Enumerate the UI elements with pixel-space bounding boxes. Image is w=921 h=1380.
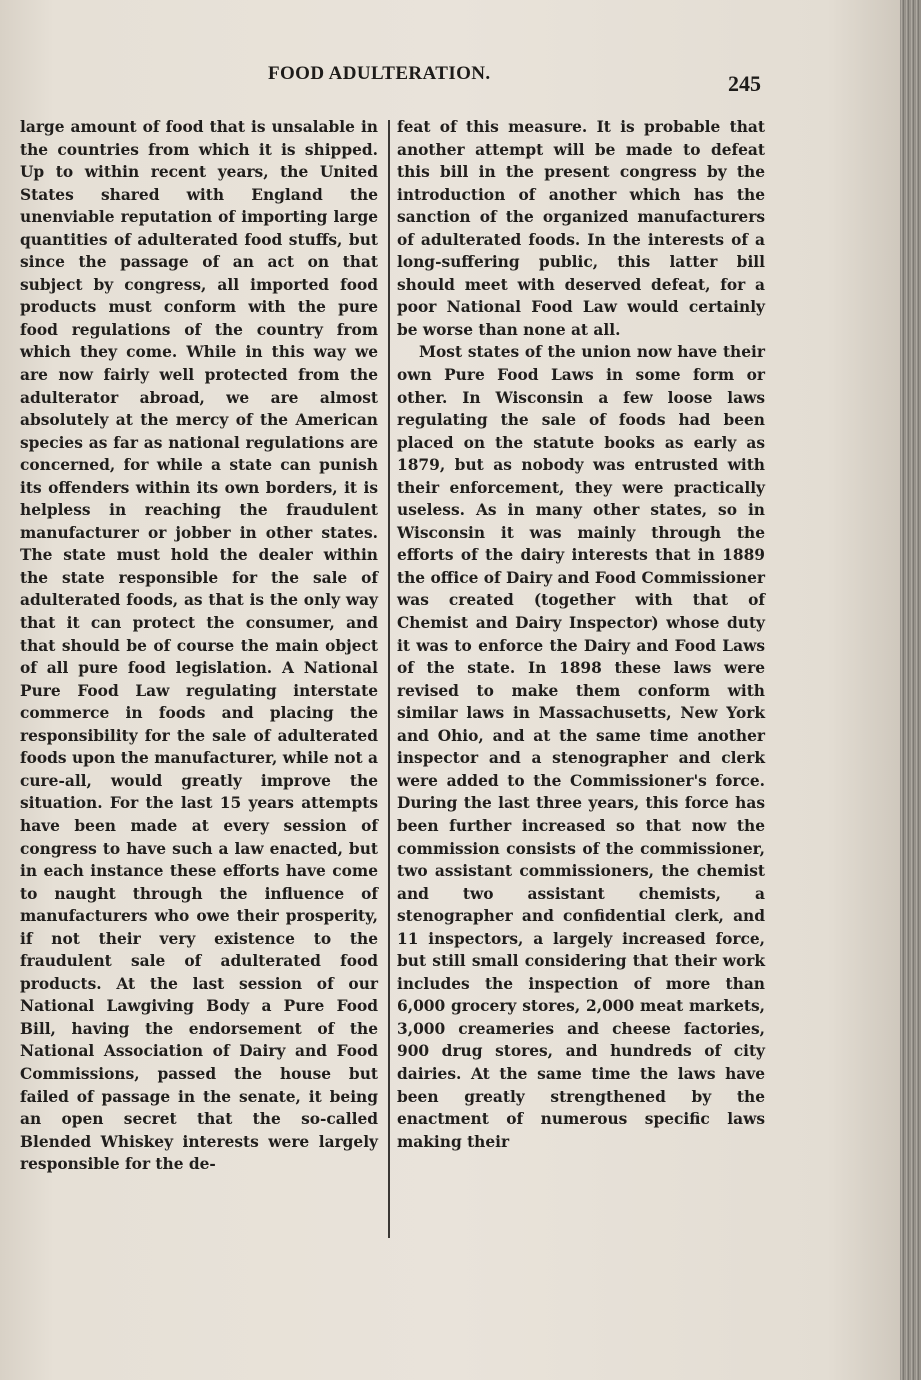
left-column — [20, 116, 378, 1176]
right-column-paragraph-2: Most states of the union now have their own Pure Food Laws in some form or other. In Wisconsin a few loose laws regulating the sale of foods had been placed on the statute books as early as 1879, but as nobody was entrusted with their enforcement, they were practically useless. As in many other states, so in Wisconsin it was mainly through the efforts of the dairy interests that in 1889 the office of Dairy and Food Commissioner was created (together with that of Chemist and Dairy Inspector) whose duty it was to enforce the Dairy and Food Laws of the state. In 1898 these laws were revised to make them conform with similar laws in Massachusetts, New York and Ohio, and at the same time another inspector and a stenographer and clerk were added to the Commissioner's force. During the last three years, this force has been further increased so that now the commission consists of the commissioner, two assistant commissioners, the chemist and two assistant chemists, a stenographer and confidential clerk, and 11 inspectors, a largely increased force, but still small considering that their work includes the inspection of more than 6,000 grocery stores, 2,000 meat markets, 3,000 creameries and cheese factories, 900 drug stores, and hundreds of city dairies. At the same time the laws have been greatly strengthened by the enactment of numerous specific laws making their — [397, 343, 766, 1151]
right-column — [397, 116, 765, 1153]
left-column-paragraph: large amount of food that is unsalable in the countries from which it is shipped. Up to within recent years, the United States shared with England the unenviable reputation of importing large quantities of adulterated food stuffs, but since the passage of an act on that subject by congress, all imported food products must conform with the pure food regulations of the country from which they come. While in this way we are now fairly well protected from the adulterator abroad, we are almost absolutely at the mercy of the American species as far as national regulations are concerned, for while a state can punish its offenders within its own borders, it is helpless in reaching the fraudulent manufacturer or jobber in other states. The state must hold the dealer within the state responsible for the sale of adulterated foods, as that is the only way that it can protect the consumer, and that should be of course the main object of all pure food legislation. A National Pure Food Law regulating interstate commerce in foods and placing the responsibility for the sale of adulterated foods upon the manufacturer, while not a cure-all, would greatly improve the situation. For the last 15 years attempts have been made at every session of congress to have such a law enacted, but in each instance these efforts have come to naught through the influence of manufacturers who owe their prosperity, if not their very existence to the fraudulent sale of adulterated food products. At the last session of our National Lawgiving Body a Pure Food Bill, having the endorsement of the National Association of Dairy and Food Commissions, passed the house but failed of passage in the senate, it being an open secret that the so-called Blended Whiskey interests were largely responsible for the de- — [20, 118, 378, 1174]
page-number: 245 — [728, 71, 761, 96]
running-head-title: FOOD ADULTERATION. — [268, 63, 491, 84]
right-column-paragraph-1: feat of this measure. It is probable that another attempt will be made to defeat this bill in the present congress by the introduction of another which has the sanction of the organized manufacturers of adulterated foods. In the interests of a long-suffering public, this latter bill should meet with deserved defeat, for a poor National Food Law would certainly be worse than none at all. — [397, 118, 765, 339]
column-divider — [388, 120, 390, 1238]
running-head — [0, 63, 900, 96]
book-page-edge — [900, 0, 921, 1380]
